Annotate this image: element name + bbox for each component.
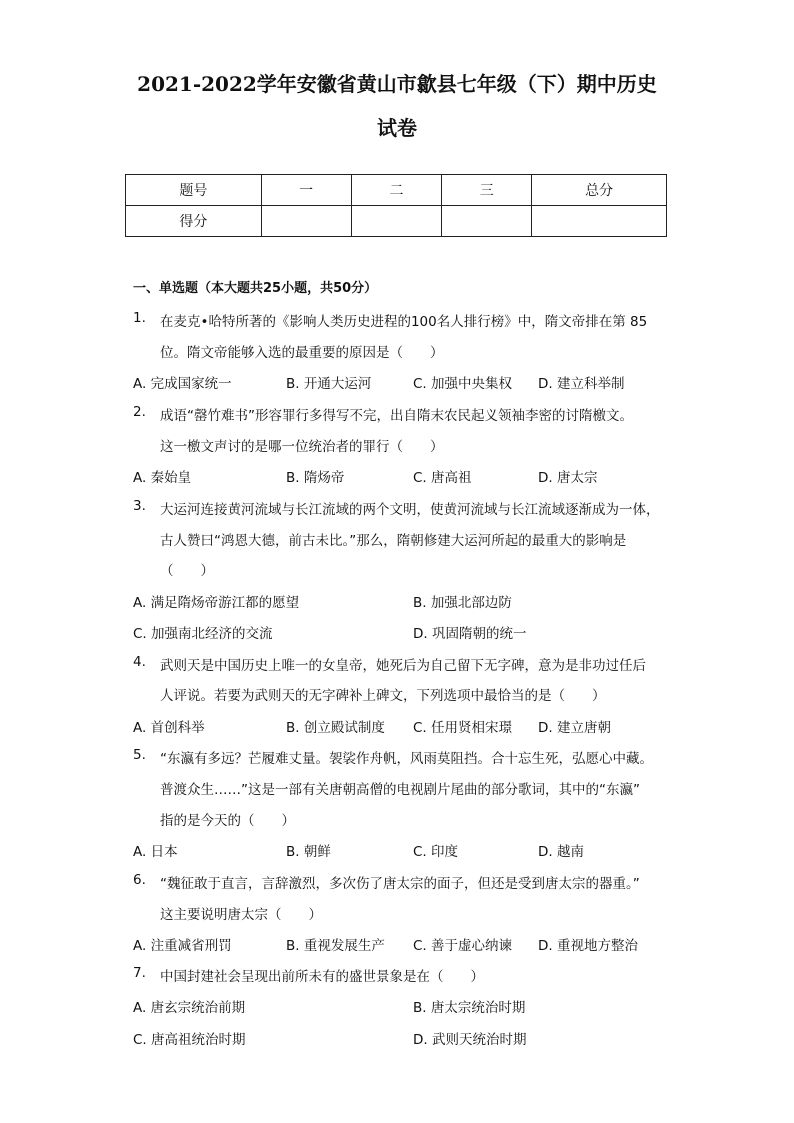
question-number: 3. (133, 498, 146, 514)
question-number: 2. (133, 404, 146, 420)
option-a: A. 日本 (133, 844, 178, 860)
option-b: B. 唐太宗统治时期 (413, 1000, 526, 1016)
option-c: C. 唐高祖统治时期 (133, 1032, 246, 1048)
score-table (125, 174, 667, 237)
option-c: C. 加强中央集权 (413, 376, 513, 392)
score-cell (532, 206, 667, 237)
question-text: 位。隋文帝能够入选的最重要的原因是（ ） (160, 345, 444, 361)
option-d: D. 建立唐朝 (538, 720, 611, 736)
option-b: B. 重视发展生产 (286, 938, 385, 954)
score-table-header-row (126, 175, 667, 206)
option-d: D. 巩固隋朝的统一 (413, 626, 527, 642)
option-c: C. 印度 (413, 844, 459, 860)
question-text: 这主要说明唐太宗（ ） (160, 907, 322, 923)
score-table-score-row (126, 206, 667, 237)
option-b: B. 创立殿试制度 (286, 720, 385, 736)
score-row-label: 得分 (126, 206, 262, 237)
option-a: A. 秦始皇 (133, 470, 192, 486)
option-b: B. 开通大运河 (286, 376, 372, 392)
score-header-cell: 一 (261, 175, 351, 206)
option-a: A. 满足隋炀帝游江都的愿望 (133, 595, 300, 611)
question-number: 7. (133, 965, 146, 981)
section-heading: 一、单选题（本大题共25小题，共50分） (133, 281, 378, 296)
option-c: C. 加强南北经济的交流 (133, 626, 273, 642)
option-a: A. 完成国家统一 (133, 376, 232, 392)
question-text: “魏征敢于直言，言辞激烈，多次伤了唐太宗的面子，但还是受到唐太宗的器重。” (160, 876, 640, 892)
question-text: 武则天是中国历史上唯一的女皇帝，她死后为自己留下无字碑，意为是非功过任后 (160, 658, 646, 674)
option-c: C. 善于虚心纳谏 (413, 938, 513, 954)
question-text: 古人赞曰“鸿恩大德，前古未比。”那么，隋朝修建大运河所起的最重大的影响是 (160, 533, 627, 549)
question-text: 这一檄文声讨的是哪一位统治者的罪行（ ） (160, 439, 444, 455)
option-d: D. 建立科举制 (538, 376, 625, 392)
question-number: 4. (133, 654, 146, 670)
option-b: B. 加强北部边防 (413, 595, 512, 611)
score-header-cell: 题号 (126, 175, 262, 206)
exam-title-line2: 试卷 (377, 116, 417, 140)
score-header-cell: 二 (351, 175, 442, 206)
option-a: A. 首创科举 (133, 720, 205, 736)
option-d: D. 唐太宗 (538, 470, 598, 486)
option-a: A. 唐玄宗统治前期 (133, 1000, 246, 1016)
option-c: C. 任用贤相宋璟 (413, 720, 513, 736)
question-text: 成语“罄竹难书”形容罪行多得写不完，出自隋末农民起义领袖李密的讨隋檄文。 (160, 408, 633, 424)
score-header-cell: 三 (442, 175, 532, 206)
question-number: 1. (133, 310, 146, 326)
question-text: 普渡众生……”这是一部有关唐朝高僧的电视剧片尾曲的部分歌词，其中的“东瀛” (160, 782, 640, 798)
question-text: 中国封建社会呈现出前所未有的盛世景象是在（ ） (160, 969, 484, 985)
option-d: D. 武则天统治时期 (413, 1032, 527, 1048)
score-cell (261, 206, 351, 237)
question-number: 6. (133, 872, 146, 888)
option-b: B. 隋炀帝 (286, 470, 345, 486)
option-d: D. 重视地方整治 (538, 938, 638, 954)
option-c: C. 唐高祖 (413, 470, 472, 486)
score-cell (442, 206, 532, 237)
question-text: 大运河连接黄河流域与长江流域的两个文明，使黄河流域与长江流域逐渐成为一体， (160, 502, 660, 518)
question-number: 5. (133, 747, 146, 763)
option-d: D. 越南 (538, 844, 584, 860)
question-text: 在麦克•哈特所著的《影响人类历史进程的100名人排行榜》中，隋文帝排在第 85 (160, 314, 648, 330)
option-a: A. 注重减省刑罚 (133, 938, 232, 954)
option-b: B. 朝鲜 (286, 844, 331, 860)
question-text: “东瀛有多远？芒履难丈量。袈裟作舟帆，风雨莫阻挡。合十忘生死，弘愿心中藏。 (160, 751, 653, 767)
exam-title-line1: 2021-2022学年安徽省黄山市歙县七年级（下）期中历史 (137, 72, 657, 96)
question-text: （ ） (160, 563, 214, 579)
score-header-cell: 总分 (532, 175, 667, 206)
question-text: 人评说。若要为武则天的无字碑补上碑文，下列选项中最恰当的是（ ） (160, 688, 606, 704)
score-cell (351, 206, 442, 237)
question-text: 指的是今天的（ ） (160, 813, 295, 829)
